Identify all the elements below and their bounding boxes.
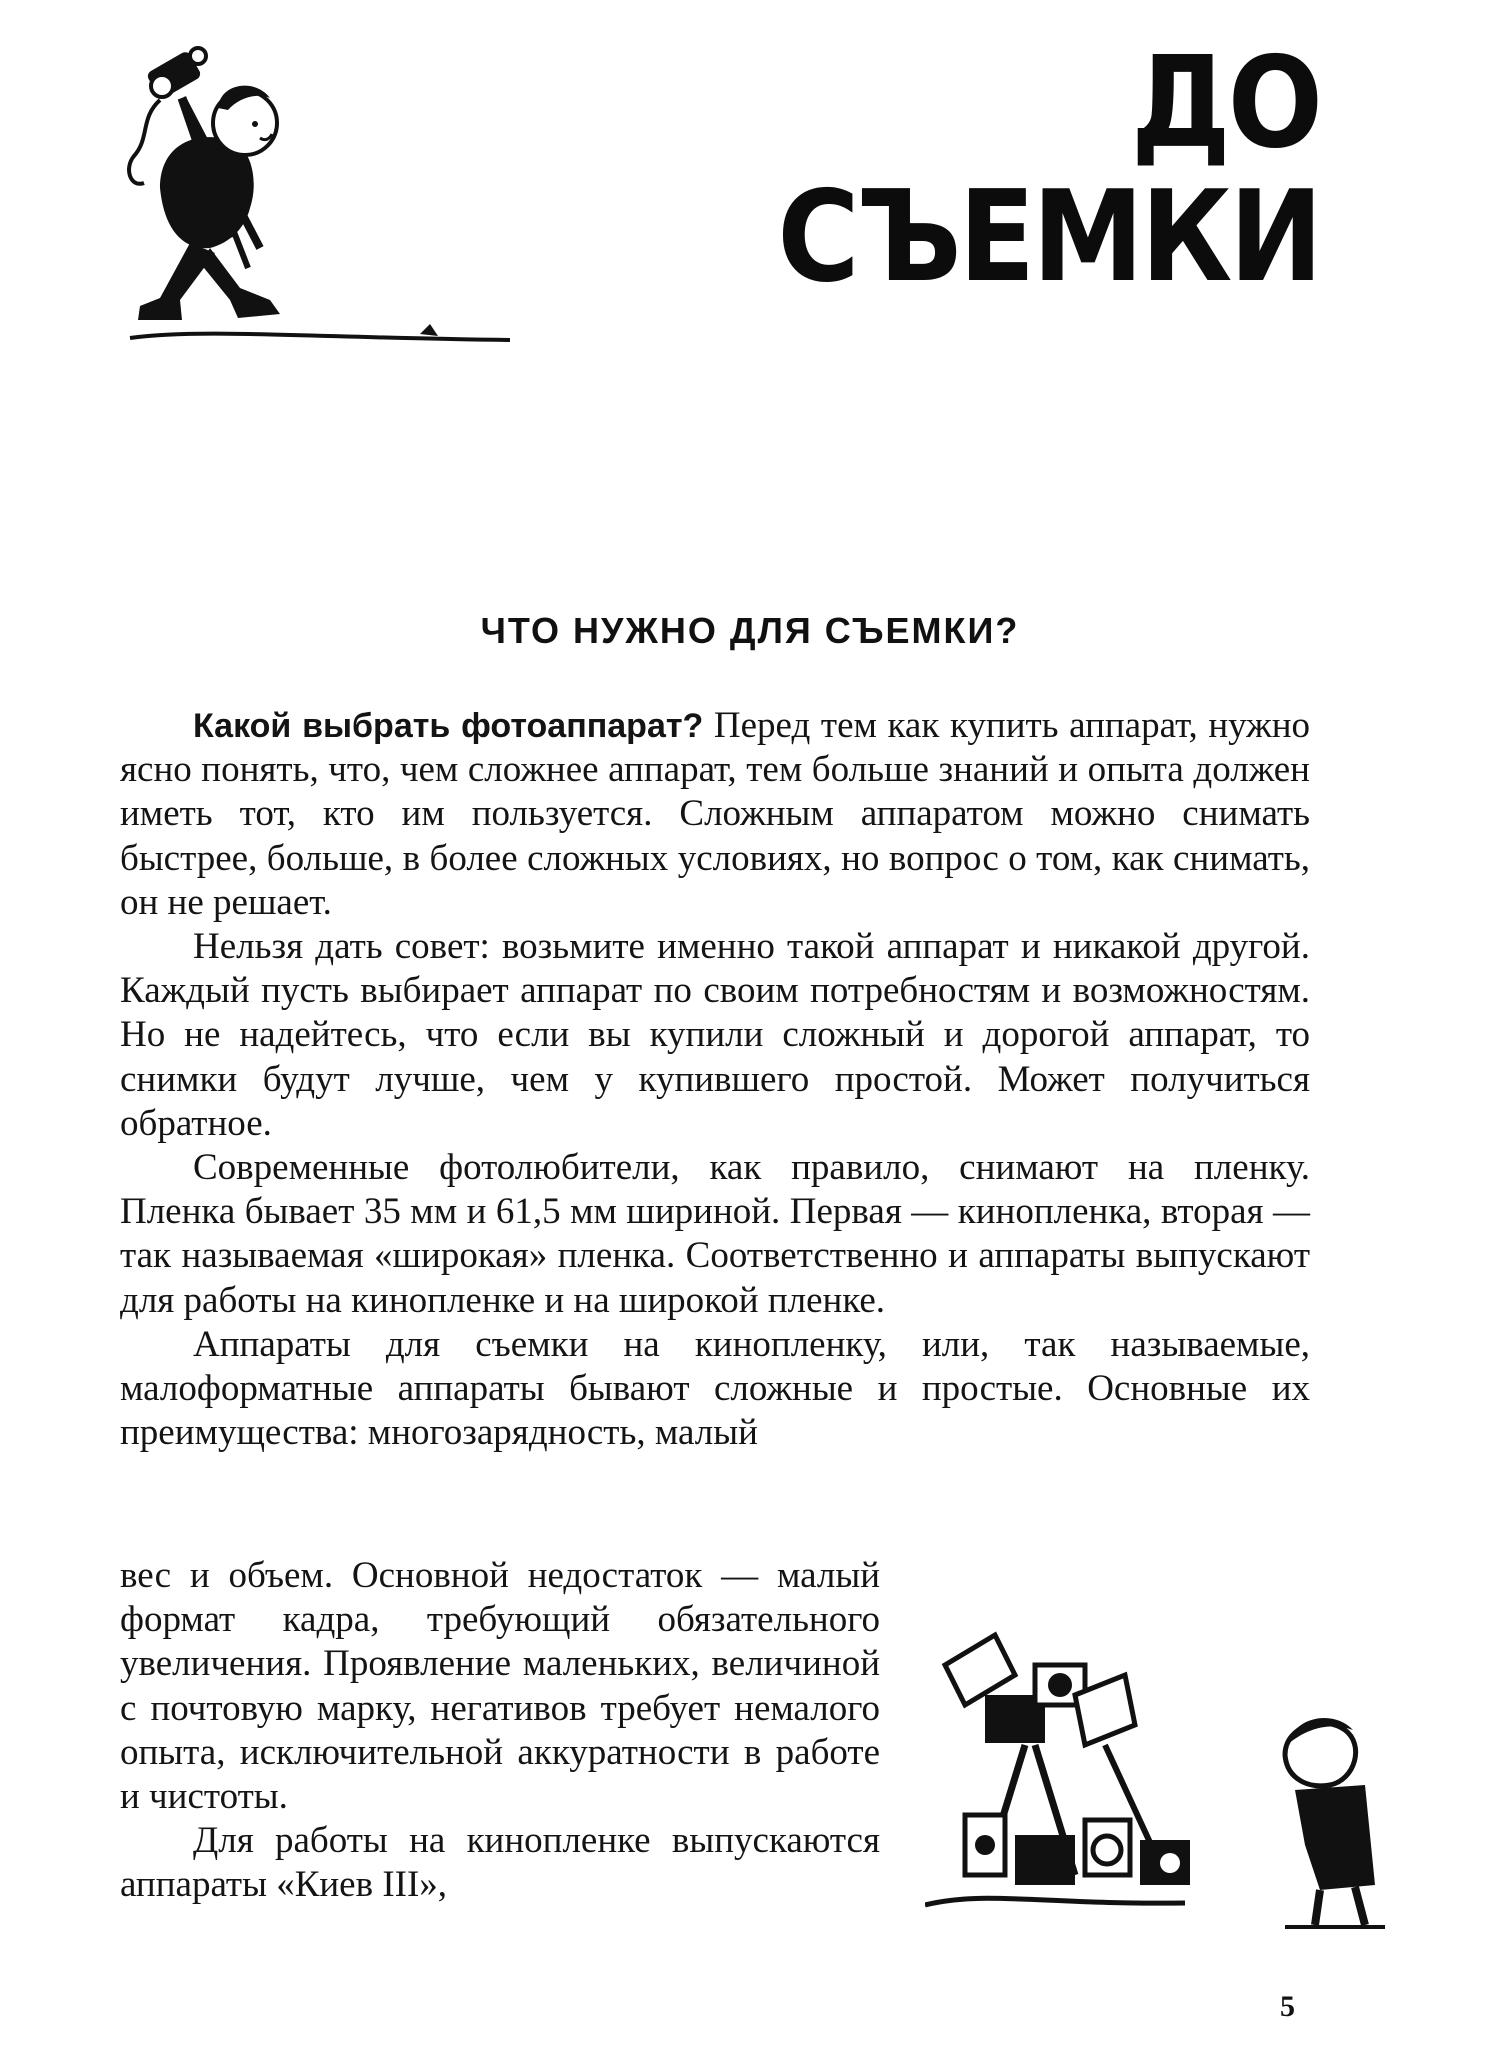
page-number: 5 xyxy=(1280,1990,1295,2023)
pile-of-cameras-illustration xyxy=(925,1605,1395,1935)
body-text-wrapped xyxy=(120,1554,880,1908)
photographer-with-tripod-illustration xyxy=(120,38,560,388)
section-title: ЧТО НУЖНО ДЛЯ СЪЕМКИ? xyxy=(480,610,1020,651)
paragraph-continuation: вес и объем. Основной недостаток — малый формат кадра, требующий обязательного увеличения. Проявление маленьких, величиной с почтовую марку, негативов требует немалого опыта, исключительной аккуратности в работе и чистоты. xyxy=(120,1555,880,1818)
body-text xyxy=(120,704,1310,1455)
chapter-title: ДО СЪЕМКИ xyxy=(777,30,1320,311)
paragraph: Аппараты для съемки на кинопленку, или, так называемые, малоформатные аппараты бывают сложные и простые. Основные их преимущества: многозарядность, малый xyxy=(120,1323,1310,1454)
paragraph-text: Перед тем как купить аппарат, нужно ясно понять, что, чем сложнее аппарат, тем больше знаний и опыта должен иметь тот, кто им пользуется. Сложным аппаратом можно снимать быстрее, больше, в более сложных условиях, но вопрос о том, как снимать, он не решает. xyxy=(120,705,1310,923)
paragraph: Нельзя дать совет: возьмите именно такой аппарат и никакой другой. Каждый пусть выбирает аппарат по своим потребностям и возможностям. Но не надейтесь, что если вы купили сложный и дорогой аппарат, то снимки будут лучше, чем у купившего простой. Может получиться обратное. xyxy=(120,926,1310,1144)
paragraph: Современные фотолюбители, как правило, снимают на пленку. Пленка бывает 35 мм и 61,5 мм шириной. Первая — кинопленка, вторая — так называемая «широкая» пленка. Соответственно и аппараты выпускают для работы на кинопленке и на широкой пленке. xyxy=(120,1147,1310,1321)
paragraph xyxy=(120,704,1310,925)
paragraph-lead: Какой выбрать фотоаппарат? xyxy=(193,707,704,745)
paragraph: Для работы на кинопленке выпускаются аппараты «Киев III», xyxy=(120,1820,880,1906)
